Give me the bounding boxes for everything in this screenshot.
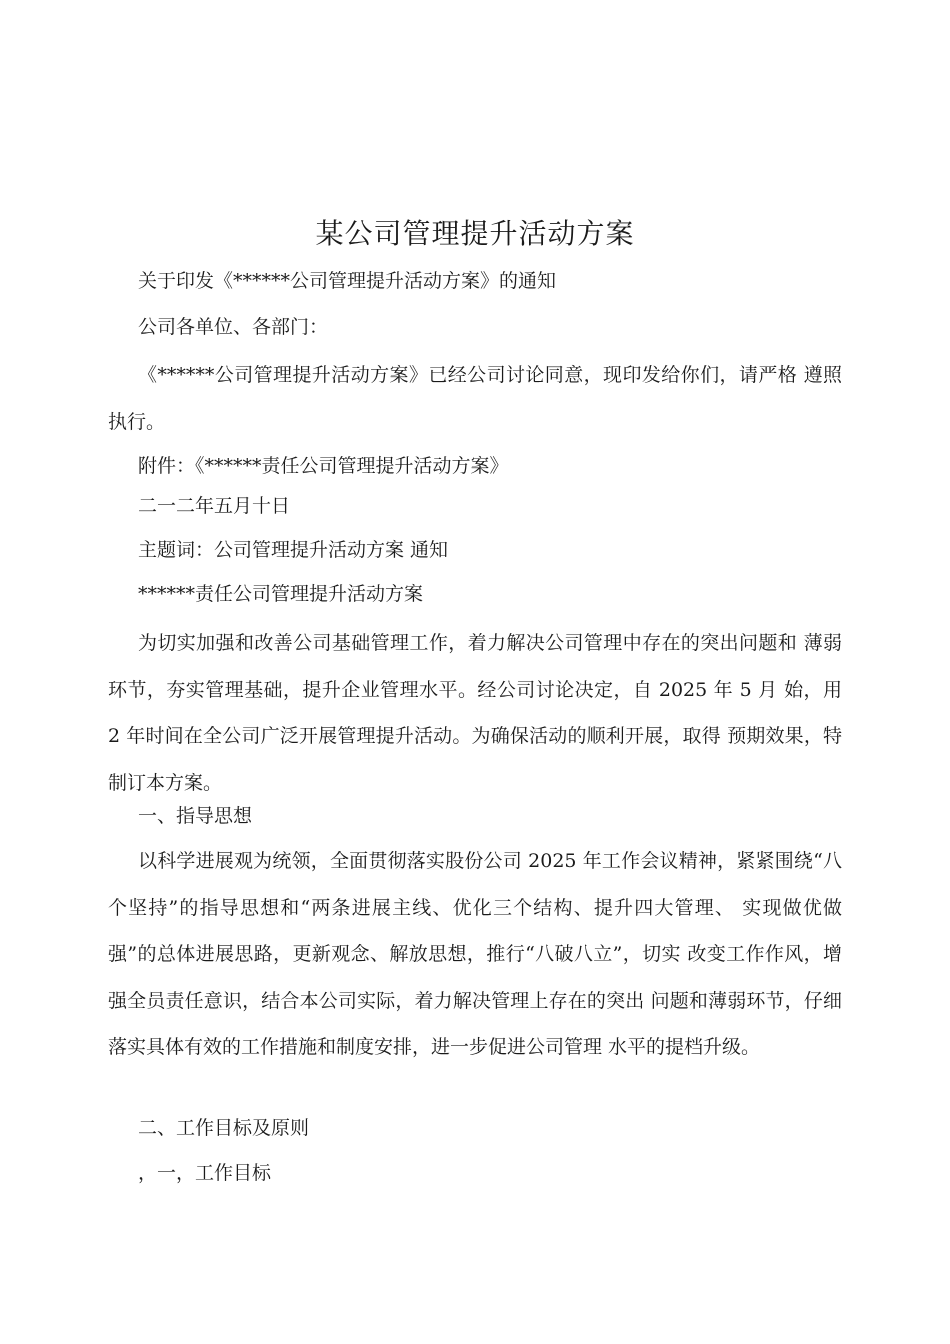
attachment-line: 附件：《******责任公司管理提升活动方案》 bbox=[138, 455, 509, 477]
document-title: 某公司管理提升活动方案 bbox=[315, 217, 635, 250]
section-heading-guiding-thought: 一、指导思想 bbox=[138, 805, 253, 827]
date-line: 二一二年五月十日 bbox=[138, 495, 291, 517]
guiding-thought-paragraph: 以科学进展观为统领，全面贯彻落实股份公司 2025 年工作会议精神，紧紧围绕“八个坚持”的指导思想和“两条进展主线、优化三个结构、提升四大管理、 实现做优做强”的总体进展思路，更新观念、解放思想，推行“八破八立”，切实 改变工作作风，增强全员责任意识，结合本公司实际，着力解决管理上存在的突出 问题和薄弱环节，仔细落实具体有效的工作措施和制度安排，进一步促进公司管理 水平的提档升级。 bbox=[108, 850, 842, 1058]
purpose-paragraph: 为切实加强和改善公司基础管理工作，着力解决公司管理中存在的突出问题和 薄弱环节，夯实管理基础，提升企业管理水平。经公司讨论决定，自 2025 年 5 月 始，用 2 年时间在全公司广泛开展管理提升活动。为确保活动的顺利开展，取得 预期效果，特制订本方案。 bbox=[108, 632, 842, 794]
notice-heading: 关于印发《******公司管理提升活动方案》的通知 bbox=[138, 270, 557, 292]
section-heading-goals-principles: 二、工作目标及原则 bbox=[138, 1117, 310, 1139]
plan-heading: ******责任公司管理提升活动方案 bbox=[138, 583, 424, 605]
subsection-heading-work-goals: ，一，工作目标 bbox=[138, 1162, 272, 1184]
salutation: 公司各单位、各部门： bbox=[138, 316, 329, 338]
keywords-line: 主题词：公司管理提升活动方案 通知 bbox=[138, 539, 449, 561]
intro-paragraph: 《******公司管理提升活动方案》已经公司讨论同意，现印发给你们，请严格 遵照执行。 bbox=[108, 364, 842, 433]
